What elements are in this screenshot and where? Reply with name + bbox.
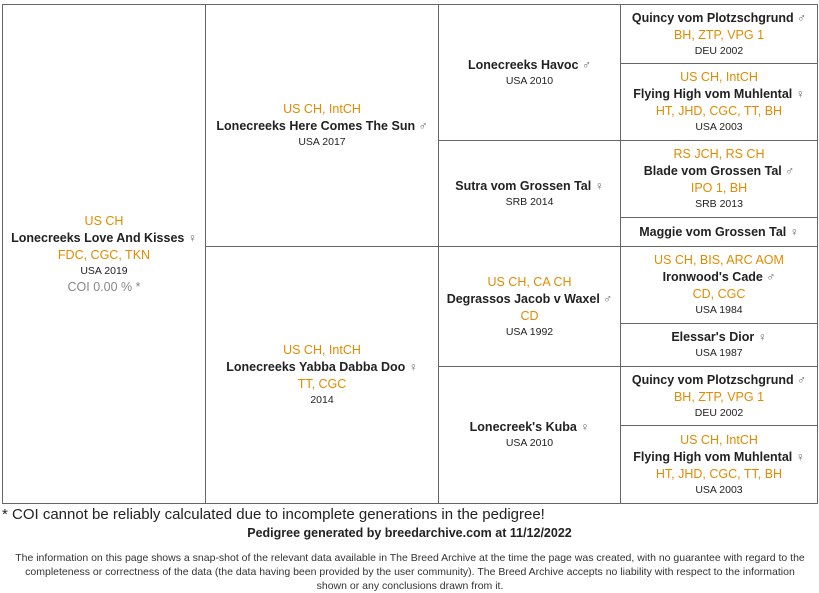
female-icon: ♀ <box>187 230 197 245</box>
dsd-cell <box>621 324 817 367</box>
subject-meta: USA 2019 <box>80 264 128 277</box>
pedigree-table <box>2 4 818 504</box>
dss-titles-post: CD, CGC <box>692 287 746 301</box>
subject-titles-pre: US CH <box>84 213 124 228</box>
sire-dam-name[interactable]: Sutra vom Grossen Tal ♀ <box>455 178 604 193</box>
sire-dam-cell <box>439 141 621 247</box>
dam-sire-titles-pre: US CH, CA CH <box>487 274 572 289</box>
ddd-titles-post: HT, JHD, CGC, TT, BH <box>655 466 783 481</box>
coi-note: * COI cannot be reliably calculated due to incomplete generations in the pedigree! <box>2 506 545 523</box>
female-icon: ♀ <box>594 178 604 193</box>
ssd-titles-post: HT, JHD, CGC, TT, BH <box>655 104 783 118</box>
sds-meta: SRB 2013 <box>695 198 743 210</box>
male-icon: ♂ <box>797 10 807 25</box>
dam-titles-pre: US CH, IntCH <box>283 343 361 357</box>
sire-titles-pre: US CH, IntCH <box>283 102 361 116</box>
female-icon: ♀ <box>795 449 805 464</box>
dsd-meta: USA 1987 <box>695 347 743 359</box>
sdd-cell <box>621 218 817 247</box>
sire-sire-meta: USA 2010 <box>505 74 554 87</box>
sds-cell <box>621 141 817 218</box>
female-icon: ♀ <box>789 224 799 239</box>
female-icon: ♀ <box>757 330 767 344</box>
female-icon: ♀ <box>408 360 418 374</box>
sdd-name[interactable]: Maggie vom Grossen Tal ♀ <box>639 224 799 239</box>
sire-name[interactable]: Lonecreeks Here Comes The Sun ♂ <box>216 119 428 133</box>
sss-name[interactable]: Quincy vom Plotzschgrund ♂ <box>631 10 807 25</box>
sire-cell <box>206 5 439 247</box>
sss-cell <box>621 5 817 64</box>
sds-name[interactable]: Blade vom Grossen Tal ♂ <box>643 164 795 178</box>
ddd-meta: USA 2003 <box>695 483 743 496</box>
subject-cell <box>3 5 206 503</box>
dam-dam-name[interactable]: Lonecreek's Kuba ♀ <box>469 420 590 434</box>
subject-name[interactable]: Lonecreeks Love And Kisses ♀ <box>11 230 197 245</box>
dam-sire-cell <box>439 247 621 367</box>
dam-sire-name[interactable]: Degrassos Jacob v Waxel ♂ <box>446 291 613 306</box>
ssd-meta: USA 2003 <box>695 121 743 133</box>
ddd-cell <box>621 426 817 503</box>
dsd-name[interactable]: Elessar's Dior ♀ <box>671 330 767 344</box>
subject-titles-post: FDC, CGC, TKN <box>57 247 151 262</box>
dds-name[interactable]: Quincy vom Plotzschgrund ♂ <box>631 372 807 387</box>
female-icon: ♀ <box>795 87 805 101</box>
male-icon: ♂ <box>766 270 776 284</box>
ssd-cell <box>621 64 817 141</box>
dam-sire-meta: USA 1992 <box>505 325 554 338</box>
male-icon: ♂ <box>418 119 428 133</box>
sds-titles-pre: RS JCH, RS CH <box>673 147 765 161</box>
male-icon: ♂ <box>797 372 807 387</box>
dds-cell <box>621 367 817 426</box>
dam-meta: 2014 <box>310 394 334 406</box>
dam-dam-meta: USA 2010 <box>505 437 554 449</box>
disclaimer: The information on this page shows a snap-shot of the relevant data available in The Breed Archive at the time the page was created, with no guarantee with regard to the completeness or correctness of the data (the data having been provided by the user community). The Breed Archive accepts no liability with respect to the information shown or any conclusions drawn from it. <box>15 552 805 592</box>
dam-name[interactable]: Lonecreeks Yabba Dabba Doo ♀ <box>226 360 418 374</box>
sds-titles-post: IPO 1, BH <box>690 181 748 195</box>
dam-dam-cell <box>439 367 621 503</box>
sire-meta: USA 2017 <box>298 136 346 148</box>
male-icon: ♂ <box>581 57 591 72</box>
sss-titles-post: BH, ZTP, VPG 1 <box>673 27 765 42</box>
ssd-titles-pre: US CH, IntCH <box>680 70 758 84</box>
dam-cell <box>206 247 439 503</box>
dds-titles-post: BH, ZTP, VPG 1 <box>673 389 765 404</box>
dss-cell <box>621 247 817 324</box>
sire-dam-meta: SRB 2014 <box>505 195 554 208</box>
ddd-name[interactable]: Flying High vom Muhlental ♀ <box>633 449 805 464</box>
dds-meta: DEU 2002 <box>694 406 744 419</box>
sss-meta: DEU 2002 <box>694 44 744 57</box>
male-icon: ♂ <box>603 291 613 306</box>
ssd-name[interactable]: Flying High vom Muhlental ♀ <box>633 87 805 101</box>
subject-coi: COI 0.00 % * <box>67 279 141 294</box>
female-icon: ♀ <box>580 420 590 434</box>
dss-meta: USA 1984 <box>695 304 743 316</box>
dss-name[interactable]: Ironwood's Cade ♂ <box>662 270 776 284</box>
ddd-titles-pre: US CH, IntCH <box>680 432 758 447</box>
sire-sire-name[interactable]: Lonecreeks Havoc ♂ <box>468 57 591 72</box>
male-icon: ♂ <box>785 164 795 178</box>
sire-sire-cell <box>439 5 621 141</box>
dam-titles-post: TT, CGC <box>297 377 347 391</box>
dam-sire-titles-post: CD <box>520 308 539 323</box>
generated-note: Pedigree generated by breedarchive.com at 11/12/2022 <box>247 526 572 540</box>
dss-titles-pre: US CH, BIS, ARC AOM <box>654 253 784 267</box>
